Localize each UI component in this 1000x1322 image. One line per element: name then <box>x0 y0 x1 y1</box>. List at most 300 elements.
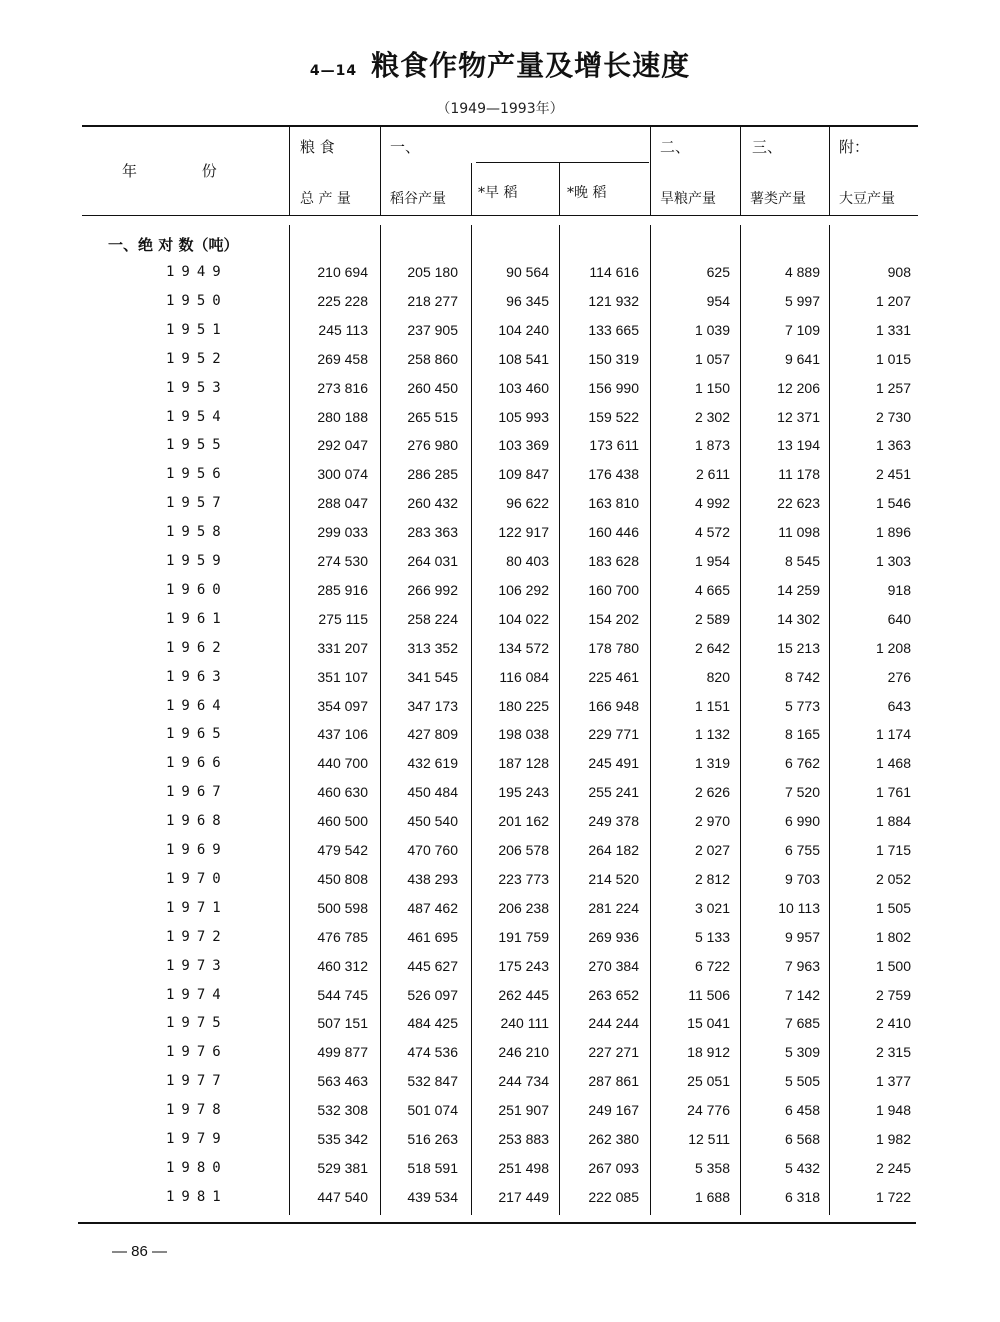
table-cell: 532 847 <box>407 1073 458 1090</box>
row-year: 1958 <box>166 524 228 541</box>
table-cell: 258 860 <box>407 350 458 367</box>
table-cell: 1 722 <box>875 1188 911 1205</box>
table-bottom-rule <box>78 1222 916 1224</box>
row-year: 1970 <box>166 870 228 887</box>
table-cell: 820 <box>706 668 730 685</box>
table-cell: 1 468 <box>875 755 911 772</box>
table-cell: 5 133 <box>694 928 730 945</box>
table-cell: 1 319 <box>694 755 730 772</box>
table-cell: 2 730 <box>875 408 911 425</box>
row-year: 1960 <box>166 581 228 598</box>
table-cell: 4 572 <box>694 524 730 541</box>
table-cell: 908 <box>887 264 911 280</box>
table-cell: 103 460 <box>498 379 549 396</box>
table-cell: 439 534 <box>407 1188 458 1205</box>
table-cell: 260 432 <box>407 495 458 512</box>
table-cell: 354 097 <box>317 697 368 714</box>
table-cell: 1 331 <box>875 321 911 338</box>
table-cell: 18 912 <box>687 1044 730 1061</box>
table-cell: 440 700 <box>317 755 368 772</box>
row-year: 1965 <box>166 726 228 743</box>
table-cell: 122 917 <box>498 524 549 541</box>
table-cell: 263 652 <box>588 986 639 1003</box>
column-divider <box>289 127 290 215</box>
table-cell: 532 308 <box>317 1102 368 1119</box>
table-cell: 351 107 <box>317 668 368 685</box>
section-label: 一、绝 对 数（吨） <box>108 236 239 254</box>
table-cell: 249 378 <box>588 813 639 830</box>
table-cell: 90 564 <box>506 264 549 280</box>
table-cell: 7 109 <box>784 321 820 338</box>
table-cell: 1 982 <box>875 1131 911 1147</box>
table-title <box>0 44 1000 84</box>
table-cell: 8 742 <box>784 668 820 685</box>
table-cell: 227 271 <box>588 1044 639 1061</box>
row-year: 1981 <box>166 1188 228 1205</box>
table-row <box>0 1131 1000 1160</box>
subheader-rule <box>476 162 649 163</box>
row-year: 1975 <box>166 1015 228 1032</box>
table-row <box>0 958 1000 987</box>
table-cell: 245 491 <box>588 755 639 772</box>
table-row <box>0 409 1000 438</box>
table-cell: 501 074 <box>407 1102 458 1119</box>
column-divider <box>829 127 830 215</box>
table-cell: 109 847 <box>498 466 549 483</box>
table-cell: 6 318 <box>784 1188 820 1205</box>
header-bottom-rule <box>82 215 918 216</box>
table-cell: 918 <box>887 581 911 598</box>
table-cell: 187 128 <box>498 755 549 772</box>
table-cell: 106 292 <box>498 581 549 598</box>
table-cell: 198 038 <box>498 726 549 743</box>
table-cell: 105 993 <box>498 408 549 425</box>
table-row <box>0 1160 1000 1189</box>
row-year: 1969 <box>166 842 228 858</box>
table-cell: 276 <box>887 668 911 685</box>
table-cell: 178 780 <box>588 639 639 656</box>
row-year: 1967 <box>166 784 228 801</box>
row-year: 1956 <box>166 466 228 483</box>
table-row <box>0 1102 1000 1131</box>
table-cell: 1 151 <box>694 697 730 714</box>
table-cell: 229 771 <box>588 726 639 743</box>
table-cell: 214 520 <box>588 870 639 887</box>
table-cell: 205 180 <box>407 264 458 280</box>
table-cell: 6 990 <box>784 813 820 830</box>
table-row <box>0 900 1000 929</box>
header-late-rice: *晚 稻 <box>567 185 607 201</box>
column-divider <box>471 163 472 215</box>
header-early-rice: *早 稻 <box>478 185 518 201</box>
table-cell: 1 057 <box>694 350 730 367</box>
table-cell: 160 700 <box>588 581 639 598</box>
table-row <box>0 669 1000 698</box>
table-cell: 287 861 <box>588 1073 639 1090</box>
table-cell: 14 259 <box>777 581 820 598</box>
table-cell: 8 545 <box>784 553 820 569</box>
row-year: 1951 <box>166 321 228 338</box>
header-group-3: 三、 <box>752 138 783 156</box>
table-cell: 223 773 <box>498 870 549 887</box>
table-cell: 1 715 <box>875 842 911 858</box>
table-cell: 2 052 <box>875 870 911 887</box>
table-cell: 244 244 <box>588 1015 639 1032</box>
row-year: 1952 <box>166 350 228 367</box>
table-row <box>0 351 1000 380</box>
column-divider <box>740 127 741 215</box>
table-cell: 280 188 <box>317 408 368 425</box>
table-cell: 1 150 <box>694 379 730 396</box>
table-cell: 175 243 <box>498 957 549 974</box>
table-cell: 437 106 <box>317 726 368 743</box>
table-cell: 1 174 <box>875 726 911 743</box>
table-cell: 108 541 <box>498 350 549 367</box>
table-cell: 270 384 <box>588 957 639 974</box>
table-cell: 3 021 <box>694 899 730 916</box>
column-divider <box>650 127 651 215</box>
header-appendix: 附： <box>839 138 870 156</box>
table-cell: 12 371 <box>777 408 820 425</box>
table-cell: 22 623 <box>777 495 820 512</box>
table-cell: 300 074 <box>317 466 368 483</box>
table-cell: 1 873 <box>694 437 730 454</box>
table-cell: 11 098 <box>778 524 820 541</box>
table-cell: 286 285 <box>407 466 458 483</box>
table-row <box>0 987 1000 1016</box>
table-row <box>0 755 1000 784</box>
table-cell: 1 761 <box>875 784 911 801</box>
table-cell: 460 500 <box>317 813 368 830</box>
page-number: — 86 — <box>112 1243 168 1260</box>
table-row <box>0 1189 1000 1218</box>
table-number: 4—14 <box>309 63 358 79</box>
table-cell: 24 776 <box>687 1102 730 1119</box>
table-cell: 265 515 <box>407 408 458 425</box>
header-tuber: 薯类产量 <box>750 191 806 207</box>
table-cell: 116 084 <box>499 668 549 685</box>
table-cell: 246 210 <box>498 1044 549 1061</box>
table-cell: 5 997 <box>784 292 820 309</box>
table-row <box>0 784 1000 813</box>
table-cell: 516 263 <box>407 1131 458 1147</box>
table-cell: 176 438 <box>588 466 639 483</box>
table-cell: 432 619 <box>407 755 458 772</box>
table-cell: 1 546 <box>875 495 911 512</box>
row-year: 1964 <box>166 697 228 714</box>
table-cell: 264 182 <box>588 842 639 858</box>
table-cell: 260 450 <box>407 379 458 396</box>
table-cell: 1 802 <box>875 928 911 945</box>
table-cell: 1 207 <box>875 292 911 309</box>
table-cell: 6 762 <box>784 755 820 772</box>
table-cell: 479 542 <box>317 842 368 858</box>
table-cell: 5 432 <box>784 1159 820 1176</box>
table-cell: 5 773 <box>784 697 820 714</box>
table-cell: 206 238 <box>498 899 549 916</box>
table-cell: 150 319 <box>588 350 639 367</box>
table-cell: 450 808 <box>317 870 368 887</box>
table-cell: 281 224 <box>588 899 639 916</box>
table-cell: 7 142 <box>784 986 820 1003</box>
table-cell: 6 458 <box>784 1102 820 1119</box>
table-cell: 9 641 <box>784 350 820 367</box>
table-cell: 1 208 <box>875 639 911 656</box>
table-cell: 12 511 <box>688 1131 730 1147</box>
table-cell: 10 113 <box>778 899 820 916</box>
table-cell: 255 241 <box>588 784 639 801</box>
row-year: 1976 <box>166 1044 228 1061</box>
row-year: 1971 <box>166 899 228 916</box>
table-cell: 96 345 <box>506 292 549 309</box>
row-year: 1955 <box>166 437 228 454</box>
table-cell: 25 051 <box>687 1073 730 1090</box>
table-cell: 450 540 <box>407 813 458 830</box>
table-cell: 331 207 <box>317 639 368 656</box>
table-cell: 262 380 <box>588 1131 639 1147</box>
table-cell: 1 377 <box>875 1073 911 1090</box>
table-cell: 173 611 <box>589 437 639 454</box>
row-year: 1974 <box>166 986 228 1003</box>
table-cell: 292 047 <box>317 437 368 454</box>
table-cell: 1 688 <box>694 1188 730 1205</box>
table-cell: 13 194 <box>777 437 820 454</box>
table-cell: 460 312 <box>317 957 368 974</box>
row-year: 1949 <box>166 264 228 280</box>
table-cell: 283 363 <box>407 524 458 541</box>
table-cell: 253 883 <box>498 1131 549 1147</box>
table-cell: 217 449 <box>498 1188 549 1205</box>
table-row <box>0 1073 1000 1102</box>
table-cell: 526 097 <box>407 986 458 1003</box>
row-year: 1980 <box>166 1159 228 1176</box>
table-cell: 103 369 <box>498 437 549 454</box>
table-cell: 427 809 <box>407 726 458 743</box>
table-cell: 262 445 <box>498 986 549 1003</box>
table-row <box>0 640 1000 669</box>
table-row <box>0 726 1000 755</box>
table-row <box>0 553 1000 582</box>
table-cell: 476 785 <box>317 928 368 945</box>
table-top-rule <box>82 125 918 127</box>
table-cell: 15 213 <box>777 639 820 656</box>
table-row <box>0 813 1000 842</box>
table-cell: 1 303 <box>875 553 911 569</box>
row-year: 1973 <box>166 957 228 974</box>
table-cell: 218 277 <box>407 292 458 309</box>
table-cell: 273 816 <box>317 379 368 396</box>
table-row <box>0 1044 1000 1073</box>
table-cell: 1 015 <box>875 350 911 367</box>
table-cell: 2 626 <box>694 784 730 801</box>
table-cell: 269 936 <box>588 928 639 945</box>
table-cell: 183 628 <box>588 553 639 569</box>
table-cell: 166 948 <box>588 697 639 714</box>
table-cell: 5 358 <box>694 1159 730 1176</box>
table-row <box>0 293 1000 322</box>
table-cell: 285 916 <box>317 581 368 598</box>
table-cell: 450 484 <box>407 784 458 801</box>
table-cell: 1 896 <box>875 524 911 541</box>
table-cell: 201 162 <box>498 813 549 830</box>
table-cell: 460 630 <box>317 784 368 801</box>
row-year: 1962 <box>166 639 228 656</box>
table-cell: 2 642 <box>694 639 730 656</box>
table-row <box>0 1015 1000 1044</box>
header-grain-top: 粮 食 <box>300 138 335 156</box>
header-soybean: 大豆产量 <box>839 191 895 207</box>
table-cell: 529 381 <box>317 1159 368 1176</box>
table-cell: 2 302 <box>694 408 730 425</box>
table-cell: 299 033 <box>317 524 368 541</box>
table-cell: 518 591 <box>407 1159 458 1176</box>
table-row <box>0 322 1000 351</box>
table-cell: 1 954 <box>694 553 730 569</box>
table-cell: 2 970 <box>694 813 730 830</box>
table-cell: 1 132 <box>694 726 730 743</box>
table-row <box>0 524 1000 553</box>
table-cell: 2 812 <box>694 870 730 887</box>
table-cell: 341 545 <box>407 668 458 685</box>
table-row <box>0 466 1000 495</box>
row-year: 1957 <box>166 495 228 512</box>
header-year: 年 份 <box>122 162 247 180</box>
table-cell: 8 165 <box>784 726 820 743</box>
header-group-1: 一、 <box>390 138 421 156</box>
table-cell: 1 363 <box>875 437 911 454</box>
table-cell: 500 598 <box>317 899 368 916</box>
table-cell: 4 992 <box>694 495 730 512</box>
header-grain-bottom: 总 产 量 <box>300 191 351 207</box>
table-cell: 484 425 <box>407 1015 458 1032</box>
table-cell: 2 589 <box>694 610 730 627</box>
table-cell: 244 734 <box>498 1073 549 1090</box>
table-cell: 195 243 <box>498 784 549 801</box>
row-year: 1972 <box>166 928 228 945</box>
table-cell: 474 536 <box>407 1044 458 1061</box>
table-cell: 625 <box>706 264 730 280</box>
table-cell: 121 932 <box>588 292 639 309</box>
table-cell: 1 884 <box>875 813 911 830</box>
table-cell: 640 <box>887 610 911 627</box>
table-cell: 6 722 <box>694 957 730 974</box>
table-cell: 12 206 <box>777 379 820 396</box>
table-cell: 487 462 <box>407 899 458 916</box>
table-cell: 461 695 <box>407 928 458 945</box>
row-year: 1950 <box>166 292 228 309</box>
table-cell: 133 665 <box>588 321 639 338</box>
header-group-2: 二、 <box>660 138 691 156</box>
table-cell: 266 992 <box>407 581 458 598</box>
table-cell: 445 627 <box>407 957 458 974</box>
table-cell: 264 031 <box>407 553 458 569</box>
table-cell: 5 505 <box>784 1073 820 1090</box>
table-cell: 2 611 <box>696 466 730 483</box>
table-cell: 15 041 <box>687 1015 730 1032</box>
table-cell: 237 905 <box>407 321 458 338</box>
table-cell: 288 047 <box>317 495 368 512</box>
table-cell: 163 810 <box>588 495 639 512</box>
table-subtitle: （1949—1993年） <box>436 101 564 117</box>
table-cell: 9 703 <box>784 870 820 887</box>
table-cell: 222 085 <box>588 1188 639 1205</box>
table-row <box>0 698 1000 727</box>
table-cell: 104 022 <box>498 610 549 627</box>
table-cell: 225 228 <box>317 292 368 309</box>
table-cell: 6 568 <box>784 1131 820 1147</box>
row-year: 1963 <box>166 668 228 685</box>
table-cell: 206 578 <box>498 842 549 858</box>
table-row <box>0 842 1000 871</box>
row-year: 1961 <box>166 610 228 627</box>
table-cell: 507 151 <box>317 1015 368 1032</box>
table-cell: 7 963 <box>784 957 820 974</box>
table-cell: 180 225 <box>498 697 549 714</box>
table-cell: 114 616 <box>589 264 639 280</box>
table-row <box>0 264 1000 293</box>
table-cell: 4 665 <box>694 581 730 598</box>
table-cell: 499 877 <box>317 1044 368 1061</box>
row-year: 1978 <box>166 1102 228 1119</box>
table-cell: 313 352 <box>407 639 458 656</box>
table-cell: 156 990 <box>588 379 639 396</box>
table-cell: 438 293 <box>407 870 458 887</box>
table-cell: 2 027 <box>694 842 730 858</box>
table-row <box>0 611 1000 640</box>
table-cell: 1 500 <box>875 957 911 974</box>
table-cell: 563 463 <box>317 1073 368 1090</box>
table-cell: 470 760 <box>407 842 458 858</box>
table-row <box>0 871 1000 900</box>
row-year: 1959 <box>166 553 228 569</box>
table-cell: 1 257 <box>875 379 911 396</box>
table-cell: 14 302 <box>777 610 820 627</box>
table-cell: 954 <box>706 292 730 309</box>
column-divider <box>559 163 560 215</box>
table-cell: 104 240 <box>498 321 549 338</box>
table-cell: 251 498 <box>498 1159 549 1176</box>
row-year: 1979 <box>166 1131 228 1147</box>
table-cell: 245 113 <box>318 321 368 338</box>
table-cell: 4 889 <box>784 264 820 280</box>
table-cell: 274 530 <box>317 553 368 569</box>
table-cell: 11 506 <box>688 986 730 1003</box>
table-cell: 160 446 <box>588 524 639 541</box>
table-cell: 134 572 <box>498 639 549 656</box>
table-cell: 447 540 <box>317 1188 368 1205</box>
table-cell: 159 522 <box>588 408 639 425</box>
table-cell: 191 759 <box>498 928 549 945</box>
row-year: 1977 <box>166 1073 228 1090</box>
table-cell: 544 745 <box>317 986 368 1003</box>
table-cell: 251 907 <box>498 1102 549 1119</box>
table-cell: 643 <box>887 697 911 714</box>
header-dry-grain: 旱粮产量 <box>660 191 716 207</box>
table-cell: 2 451 <box>875 466 911 483</box>
table-cell: 1 505 <box>875 899 911 916</box>
table-row <box>0 380 1000 409</box>
table-cell: 7 685 <box>784 1015 820 1032</box>
table-cell: 276 980 <box>407 437 458 454</box>
table-title-text: 粮食作物产量及增长速度 <box>371 49 691 82</box>
table-cell: 258 224 <box>407 610 458 627</box>
table-cell: 96 622 <box>506 495 549 512</box>
row-year: 1966 <box>166 755 228 772</box>
table-cell: 6 755 <box>784 842 820 858</box>
table-cell: 225 461 <box>588 668 639 685</box>
table-cell: 2 315 <box>875 1044 911 1061</box>
table-cell: 535 342 <box>317 1131 368 1147</box>
